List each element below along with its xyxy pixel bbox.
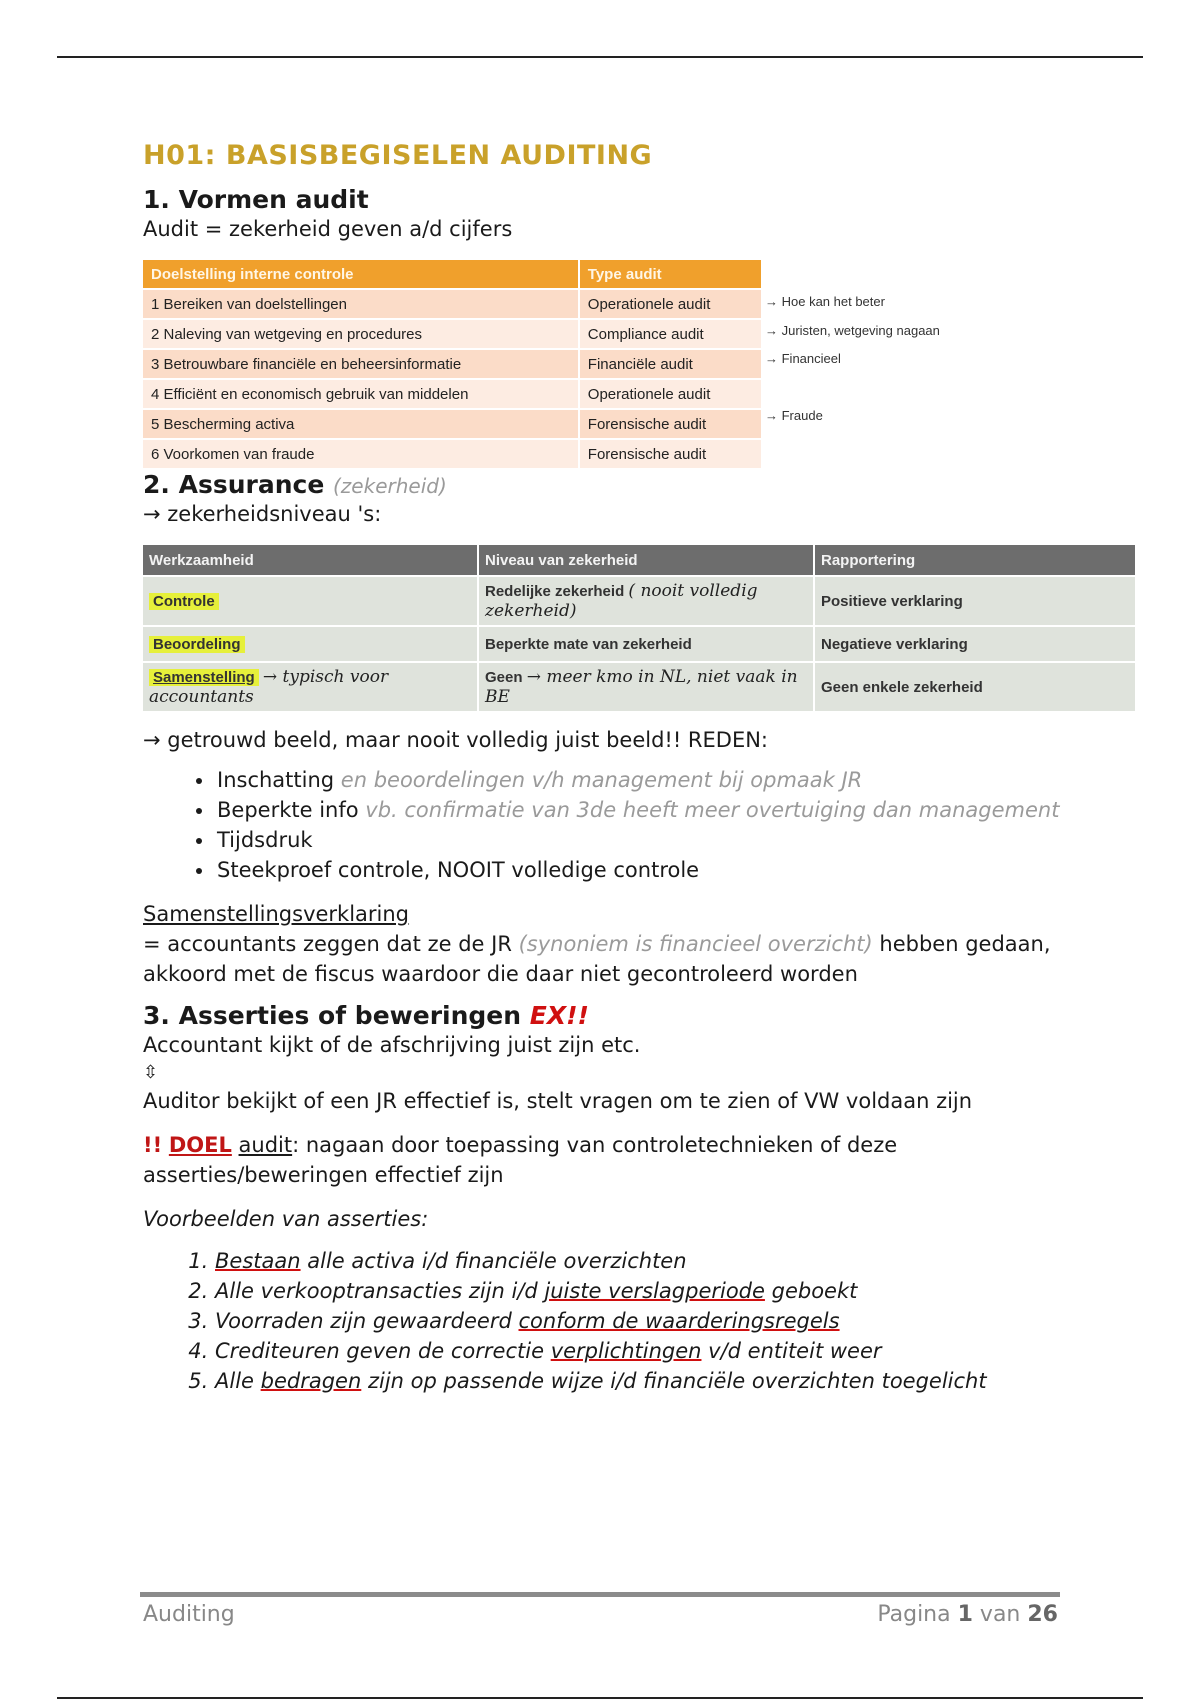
page-content (143, 140, 1083, 1396)
top-rule (57, 56, 1143, 58)
list-item (215, 1306, 1083, 1336)
example-post: geboekt (764, 1279, 858, 1303)
type-cell: Forensische audit (579, 409, 762, 439)
audit-notes (765, 288, 985, 459)
audit-note: → Fraude (765, 408, 823, 423)
list-item (215, 1246, 1083, 1276)
handwritten-note: → meer kmo in NL, niet vaak in BE (485, 667, 798, 707)
table-row (143, 439, 762, 468)
work-cell (143, 662, 478, 711)
example-post: zijn op passende wijze i/d financiële overzichten toegelicht (361, 1369, 987, 1393)
work-label: Controle (149, 593, 219, 610)
list-item (215, 1276, 1083, 1306)
goal-cell: 3 Betrouwbare financiële en beheersinformatie (143, 349, 579, 379)
goal-audit: audit (238, 1133, 293, 1157)
report-cell: Negatieve verklaring (814, 626, 1136, 662)
goal-doel: DOEL (168, 1133, 232, 1157)
updown-arrow-icon: ⇳ (143, 1062, 159, 1083)
audit-note: → Juristen, wetgeving nagaan (765, 322, 940, 338)
goal-cell: 1 Bereiken van doelstellingen (143, 289, 579, 319)
reasons-list (143, 765, 1083, 885)
table-row (143, 662, 1136, 711)
list-item (215, 825, 1083, 855)
samenstelling-text (143, 929, 1083, 989)
reason-main: Steekproef controle, NOOIT volledige controle (217, 858, 700, 882)
table-row (143, 349, 762, 379)
samenstelling-text-a: = accountants zeggen dat ze de JR (143, 932, 519, 956)
handwritten-note: ( nooit volledig zekerheid) (485, 581, 758, 621)
audit-types-table-block (143, 260, 1083, 463)
type-cell: Compliance audit (579, 319, 762, 349)
table-row (143, 626, 1136, 662)
reason-main: Inschatting (217, 768, 335, 792)
section-2-title (143, 470, 1083, 499)
table-header: Doelstelling interne controle (143, 260, 579, 289)
footer-rule (140, 1592, 1060, 1597)
bottom-rule (57, 1697, 1143, 1699)
auditor-line: Auditor bekijkt of een JR effectief is, stelt vragen om te zien of VW voldaan zijn (143, 1089, 973, 1113)
reason-main: Beperkte info (217, 798, 359, 822)
section-2-title-note: (zekerheid) (333, 474, 447, 498)
samenstelling-heading: Samenstellingsverklaring (143, 902, 410, 926)
list-item (215, 855, 1083, 885)
example-post: alle activa i/d financiële overzichten (300, 1249, 687, 1273)
audit-goal (143, 1130, 1083, 1190)
type-cell: Financiële audit (579, 349, 762, 379)
example-key: conform de waarderingsregels (518, 1309, 840, 1333)
samenstelling-text-b: hebben gedaan, akkoord met de fiscus waardoor die daar niet gecontroleerd worden (143, 932, 1051, 986)
table-header: Werkzaamheid (143, 545, 478, 576)
example-pre: Alle verkooptransacties zijn i/d (215, 1279, 545, 1303)
table-row (143, 576, 1136, 626)
example-key: Bestaan (215, 1249, 301, 1273)
table-row (143, 289, 762, 319)
goal-cell: 5 Bescherming activa (143, 409, 579, 439)
section-3-title-text: 3. Asserties of beweringen (143, 1001, 522, 1030)
level-cell (478, 576, 814, 626)
audit-note: → Financieel (765, 351, 841, 366)
type-cell: Operationele audit (579, 289, 762, 319)
reason-main: Tijdsdruk (217, 828, 313, 852)
work-cell (143, 626, 478, 662)
example-pre: Voorraden zijn gewaardeerd (215, 1309, 519, 1333)
table-header: Niveau van zekerheid (478, 545, 814, 576)
example-pre: Crediteuren geven de correctie (215, 1339, 551, 1363)
list-item (215, 1336, 1083, 1366)
level-label: Geen (485, 669, 523, 686)
level-cell (478, 662, 814, 711)
list-item (215, 795, 1083, 825)
assurance-levels-line: → zekerheidsniveau 's: (143, 502, 382, 526)
goal-bang: !! (143, 1133, 163, 1157)
list-item (215, 1366, 1083, 1396)
example-pre: Alle (215, 1369, 261, 1393)
handwritten-note: → typisch voor accountants (149, 667, 389, 707)
audit-types-table (143, 260, 763, 468)
goal-cell: 6 Voorkomen van fraude (143, 439, 579, 468)
work-label: Samenstelling (149, 669, 259, 686)
goal-text: : nagaan door toepassing van controletechnieken of deze asserties/beweringen effectief zijn (143, 1133, 898, 1187)
examples-title: Voorbeelden van asserties: (143, 1207, 429, 1231)
chapter-title: H01: BASISBEGISELEN AUDITING (143, 140, 653, 171)
page-total: 26 (1027, 1602, 1058, 1627)
type-cell: Forensische audit (579, 439, 762, 468)
work-cell (143, 576, 478, 626)
reason-note: vb. confirmatie van 3de heeft meer overtuiging dan management (358, 798, 1060, 822)
example-post: v/d entiteit weer (701, 1339, 882, 1363)
example-key: juiste verslagperiode (544, 1279, 765, 1303)
page-label: Pagina (877, 1602, 951, 1627)
section-2-title-text: 2. Assurance (143, 470, 325, 499)
accountant-line: Accountant kijkt of de afschrijving juist zijn etc. (143, 1033, 641, 1057)
reason-note: en beoordelingen v/h management bij opmaak JR (334, 768, 863, 792)
conclusion-line: → getrouwd beeld, maar nooit volledig juist beeld!! REDEN: (143, 728, 768, 752)
goal-cell: 4 Efficiënt en economisch gebruik van middelen (143, 379, 579, 409)
level-label: Redelijke zekerheid (485, 583, 625, 600)
page-current: 1 (957, 1602, 973, 1627)
level-label: Beperkte mate van zekerheid (485, 635, 692, 653)
section-1-title: 1. Vormen audit (143, 185, 369, 214)
samenstelling-note: (synoniem is financieel overzicht) (518, 932, 873, 956)
table-header: Type audit (579, 260, 762, 289)
assertions-list (143, 1246, 1083, 1396)
footer-title: Auditing (143, 1602, 235, 1627)
report-cell: Positieve verklaring (814, 576, 1136, 626)
page-of-label: van (979, 1602, 1021, 1627)
table-row (143, 379, 762, 409)
work-label: Beoordeling (149, 636, 245, 653)
audit-note (765, 374, 985, 403)
list-item (215, 765, 1083, 795)
table-row (143, 409, 762, 439)
audit-note: → Hoe kan het beter (765, 294, 885, 309)
page-number (877, 1602, 1058, 1627)
audit-note (765, 431, 985, 460)
exam-marker: EX!! (529, 1001, 589, 1030)
table-header: Rapportering (814, 545, 1136, 576)
assurance-table (143, 545, 1137, 711)
level-cell (478, 626, 814, 662)
section-3-title (143, 1001, 1083, 1030)
type-cell: Operationele audit (579, 379, 762, 409)
report-cell: Geen enkele zekerheid (814, 662, 1136, 711)
table-row (143, 319, 762, 349)
goal-cell: 2 Naleving van wetgeving en procedures (143, 319, 579, 349)
section-1-subtitle: Audit = zekerheid geven a/d cijfers (143, 217, 513, 241)
example-key: verplichtingen (550, 1339, 702, 1363)
example-key: bedragen (260, 1369, 362, 1393)
